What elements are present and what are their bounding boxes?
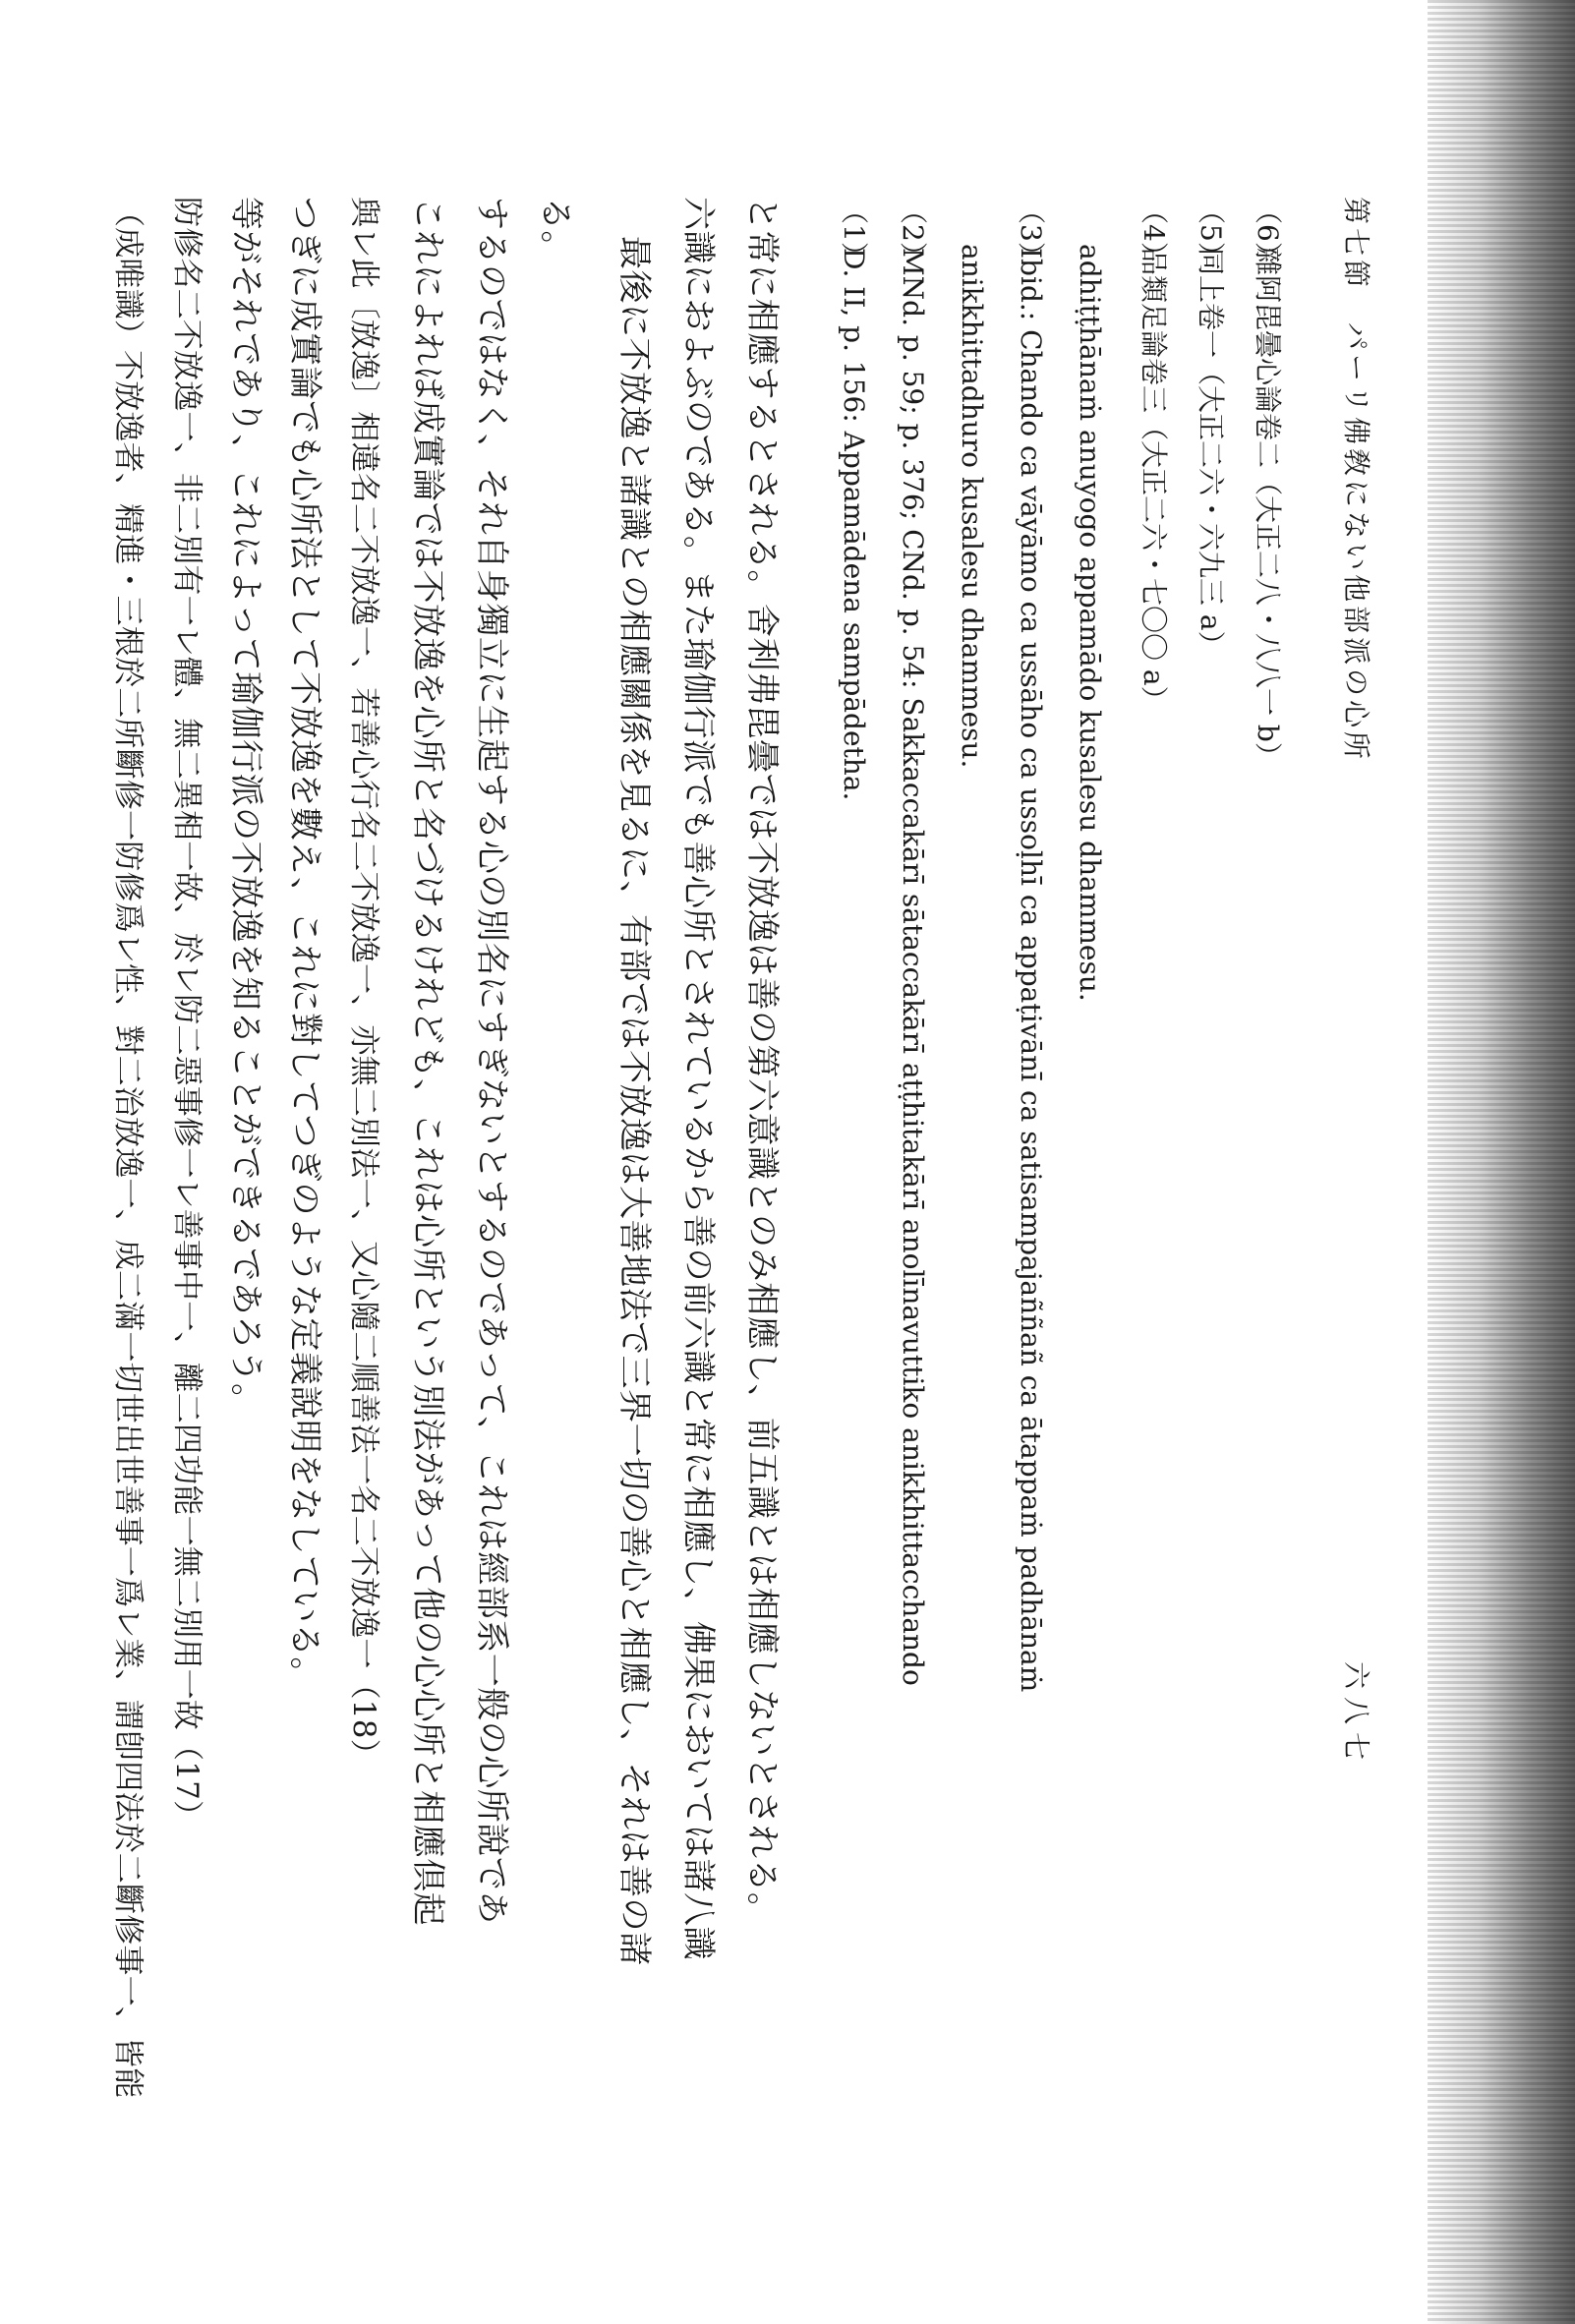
page-number: 六八七 bbox=[1340, 1661, 1372, 1769]
footnote-2 bbox=[894, 197, 931, 1686]
footnote-number: （1） bbox=[838, 197, 870, 269]
body-line-11: と常に相應するとされる。舍利弗毘曇では不放逸は善の第六意識とのみ相應し、前五識とは相應しないとされる。 bbox=[742, 197, 782, 1927]
footnote-text: Ibid.: Chando ca vāyāmo ca ussāho ca ussoḷhī ca appaṭivānī ca satisampajaññañ ca ātappaṁ padhānaṁ bbox=[1015, 248, 1047, 1693]
footnote-text: D. II, p. 156: Appamādena sampādetha. bbox=[838, 248, 870, 801]
footnote-text: MNd. p. 59; p. 376; CNd. p. 54: Sakkaccakārī sātaccakārī aṭṭhitakārī anolīnavuttiko anikkhittacchando bbox=[897, 248, 929, 1686]
footnote-6 bbox=[1249, 197, 1286, 770]
footnote-4 bbox=[1135, 197, 1172, 714]
body-line-8: る。 bbox=[536, 197, 575, 264]
footnote-number: （4） bbox=[1138, 197, 1170, 269]
quote-line-2: 防修名二不放逸一、非二別有一レ體、無二異相一故、於レ防二惡事修一レ善事中一、離二四功能一無二別用一故（17） bbox=[169, 197, 204, 1831]
footnote-number: （2） bbox=[897, 197, 929, 269]
body-line-6: これによれば成實論では不放逸を心所と名づけるけれども、これは心所という別法があって他の心心所と相應倶起 bbox=[408, 197, 447, 1927]
footnote-3 bbox=[1012, 197, 1049, 1692]
body-line-3: 等がそれであり、これによって瑜伽行派の不放逸を知ることができるであろう。 bbox=[226, 197, 265, 1418]
quote-line-5: 與レ此〔放逸〕相違名二不放逸一、若善心行名二不放逸一、亦無二別法一、又心隨二順善法一名二不放逸一（18） bbox=[346, 197, 381, 1770]
running-head: 第七節 パーリ佛敎にない他部派の心所 bbox=[1340, 197, 1372, 764]
footnote-number: （6） bbox=[1252, 197, 1284, 269]
footnote-number: （3） bbox=[1015, 197, 1047, 269]
body-line-7: するのではなく、それ自身獨立に生起する心の別名にすぎないとするのであって、これは經部系一般の心所說であ bbox=[472, 197, 511, 1925]
footnote-text: 品類足論卷三（大正二六・七〇〇 a） bbox=[1138, 248, 1170, 714]
body-line-4: つぎに成實論でも心所法として不放逸を數え、これに對してつぎのような定義說明をなしている。 bbox=[285, 197, 324, 1692]
footnote-3-cont: adhiṭṭhānaṁ anuyogo appamādo kusalesu dhammesu. bbox=[1074, 244, 1106, 1002]
footnote-text: 同上卷一（大正二六・六九三 a） bbox=[1195, 248, 1227, 659]
quote-line-1: （成唯識）不放逸者、精進・三根於二所斷修一防修爲レ性、對二治放逸一、成二滿一切世出世善事一爲レ業、謂卽四法於二斷修事一、皆能 bbox=[110, 197, 146, 2099]
footnote-5 bbox=[1192, 197, 1229, 659]
footnote-2-cont: anikkhittadhuro kusalesu dhammesu. bbox=[956, 244, 988, 769]
body-line-9: 最後に不放逸と諸識との相應關係を見るに、有部では不放逸は大善地法で三界一切の善心と相應し、それは善の諸 bbox=[614, 236, 654, 1966]
footnote-1 bbox=[835, 197, 872, 800]
body-line-10: 六識におよぶのである。また瑜伽行派でも善心所とされているから善の前六識と常に相應し、佛果においては諸八識 bbox=[678, 197, 718, 1960]
footnote-number: （5） bbox=[1195, 197, 1227, 269]
footnote-text: 雜阿毘曇心論卷二（大正二八・八八一 b） bbox=[1252, 248, 1284, 770]
